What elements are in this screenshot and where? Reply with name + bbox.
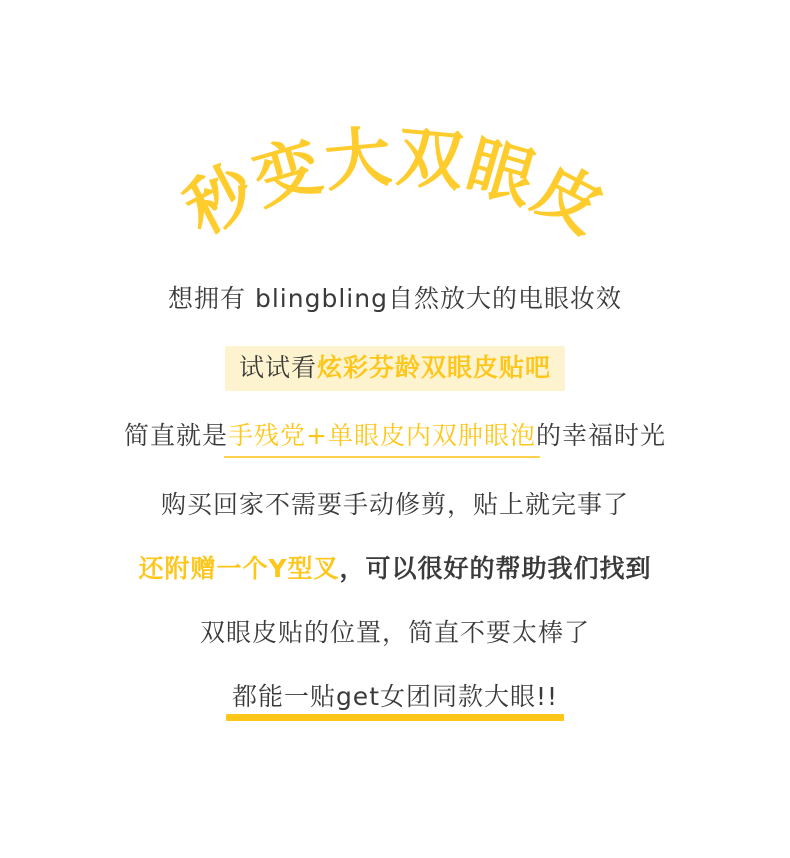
copy-line-3-emphasis: 手残党+单眼皮内双肿眼泡	[228, 419, 536, 459]
headline-banner	[0, 118, 790, 268]
copy-line-5-suffix: ，可以很好的帮助我们找到	[339, 554, 652, 583]
headline-arc-svg	[0, 118, 790, 268]
copy-line-6-text: 双眼皮贴的位置，简直不要太棒了	[199, 617, 590, 647]
copy-line-3-suffix: 的幸福时光	[535, 420, 666, 450]
copy-line-1	[0, 282, 790, 316]
highlight-box-product	[225, 346, 565, 391]
body-copy	[0, 282, 790, 721]
copy-line-2-emphasis: 炫彩芬龄双眼皮贴吧	[317, 352, 552, 382]
copy-line-4-text: 购买回家不需要手动修剪，贴上就完事了	[160, 490, 629, 520]
copy-line-4	[0, 488, 790, 522]
copy-line-7-text: 都能一贴get女团同款大眼!!	[232, 680, 558, 722]
copy-line-6	[0, 616, 790, 650]
copy-line-1-text: 想拥有 blingbling自然放大的电眼妆效	[168, 284, 622, 313]
copy-line-5	[0, 552, 790, 586]
copy-line-2-prefix: 试试看	[238, 352, 317, 382]
copy-line-7	[0, 680, 790, 722]
copy-line-3	[0, 419, 790, 459]
copy-line-3-prefix: 简直就是	[124, 420, 229, 450]
headline-text: 秒变大双眼皮	[172, 118, 618, 250]
copy-line-2	[0, 346, 790, 391]
copy-line-5-emphasis: 还附赠一个Y型叉	[138, 554, 340, 583]
